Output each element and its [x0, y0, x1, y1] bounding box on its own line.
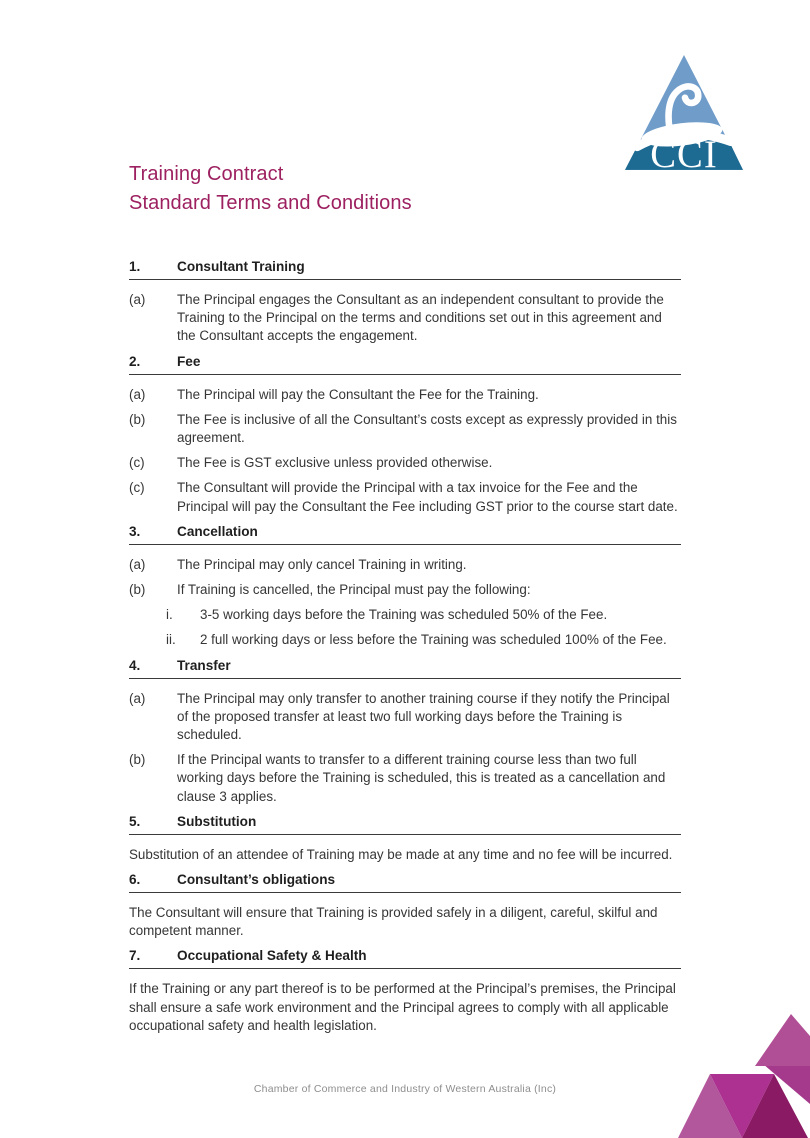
clause-text: The Principal engages the Consultant as an independent consultant to provide the Training to the Principal on the terms and conditions set out in this agreement and the Consultant accepts the engagement.	[177, 292, 664, 344]
clause-label: (b)	[129, 411, 146, 427]
subclause-label: ii.	[166, 632, 176, 648]
section-heading	[129, 352, 681, 375]
triangle-top-light	[755, 1014, 810, 1066]
clause-label: (a)	[129, 556, 146, 572]
section-heading	[129, 522, 681, 545]
section-heading	[129, 870, 681, 893]
clause-item	[129, 556, 681, 574]
clause-text: The Fee is GST exclusive unless provided otherwise.	[177, 455, 493, 471]
section-paragraph: Substitution of an attendee of Training may be made at any time and no fee will be incurred.	[129, 846, 673, 862]
corner-triangles-decoration	[650, 1006, 810, 1138]
clause-text: The Fee is inclusive of all the Consultant’s costs except as expressly provided in this agreement.	[177, 411, 677, 446]
clause-text: The Principal may only cancel Training in writing.	[177, 556, 467, 572]
subclause-text: 3-5 working days before the Training was scheduled 50% of the Fee.	[200, 607, 608, 623]
section-heading-text: Fee	[177, 353, 201, 369]
clause-item	[129, 386, 681, 404]
clause-label: (a)	[129, 386, 146, 402]
clause-label: (b)	[129, 752, 146, 768]
section-number: 7.	[129, 948, 141, 964]
section-heading-text: Cancellation	[177, 523, 258, 539]
contract-section	[129, 812, 681, 864]
logo-text: CCI	[650, 133, 718, 173]
section-heading-text: Consultant Training	[177, 259, 305, 274]
cci-logo	[623, 53, 745, 173]
document-title	[129, 160, 681, 218]
contract-section	[129, 522, 681, 650]
section-heading	[129, 656, 681, 679]
contract-section	[129, 656, 681, 806]
section-paragraph: The Consultant will ensure that Training is provided safely in a diligent, careful, skilful and competent manner.	[129, 905, 658, 939]
clause-item	[129, 690, 681, 745]
section-number: 3.	[129, 523, 141, 539]
subclause-item	[129, 631, 681, 649]
section-body	[129, 980, 681, 1035]
section-body	[129, 556, 681, 650]
title-line-2: Standard Terms and Conditions	[129, 192, 412, 214]
section-paragraph: If the Training or any part thereof is to be performed at the Principal’s premises, the Principal shall ensure a safe work environment and the Principal agrees to comply with all applicable occupational safety and health legislation.	[129, 981, 676, 1033]
clause-item	[129, 411, 681, 447]
section-heading	[129, 946, 681, 969]
section-heading	[129, 812, 681, 835]
clause-text: The Consultant will provide the Principal with a tax invoice for the Fee and the Principal will pay the Consultant the Fee including GST prior to the course start date.	[177, 480, 678, 514]
clause-item	[129, 454, 681, 472]
section-number: 4.	[129, 657, 141, 673]
clause-label: (a)	[129, 292, 146, 307]
section-body	[129, 386, 681, 516]
section-number: 5.	[129, 813, 141, 829]
clause-text: The Principal may only transfer to another training course if they notify the Principal of the proposed transfer at least two full working days before the Training is scheduled.	[177, 690, 670, 743]
clause-item	[129, 291, 681, 346]
clause-item	[129, 751, 681, 806]
clause-item	[129, 479, 681, 515]
title-line-1: Training Contract	[129, 163, 284, 185]
section-heading-text: Substitution	[177, 813, 257, 829]
subclause-text: 2 full working days or less before the Training was scheduled 100% of the Fee.	[200, 632, 667, 648]
clause-label: (c)	[129, 480, 145, 496]
clause-label: (b)	[129, 582, 146, 598]
section-heading	[129, 257, 681, 280]
contract-section	[129, 870, 681, 940]
section-body	[129, 904, 681, 940]
subclause-label: i.	[166, 607, 173, 623]
clause-label: (a)	[129, 690, 146, 706]
clause-item	[129, 581, 681, 599]
section-number: 2.	[129, 353, 141, 369]
contract-section	[129, 257, 681, 346]
contract-section	[129, 946, 681, 1035]
section-number: 6.	[129, 872, 141, 888]
section-heading-text: Occupational Safety & Health	[177, 948, 367, 964]
clause-label: (c)	[129, 455, 145, 471]
section-body	[129, 690, 681, 806]
section-body	[129, 291, 681, 346]
section-body	[129, 846, 681, 864]
clause-text: If the Principal wants to transfer to a different training course less than two full working days before the Training is scheduled, this is treated as a cancellation and clause 3 applies.	[177, 752, 666, 804]
section-heading-text: Transfer	[177, 657, 231, 673]
contract-sections	[129, 251, 681, 1035]
page-footer: Chamber of Commerce and Industry of Western Australia (Inc)	[253, 1083, 557, 1095]
subclause-item	[129, 606, 681, 624]
section-heading-text: Consultant’s obligations	[177, 872, 336, 888]
contract-section	[129, 352, 681, 516]
section-number: 1.	[129, 259, 141, 274]
clause-text: If Training is cancelled, the Principal must pay the following:	[177, 582, 531, 598]
clause-text: The Principal will pay the Consultant the Fee for the Training.	[177, 386, 539, 402]
